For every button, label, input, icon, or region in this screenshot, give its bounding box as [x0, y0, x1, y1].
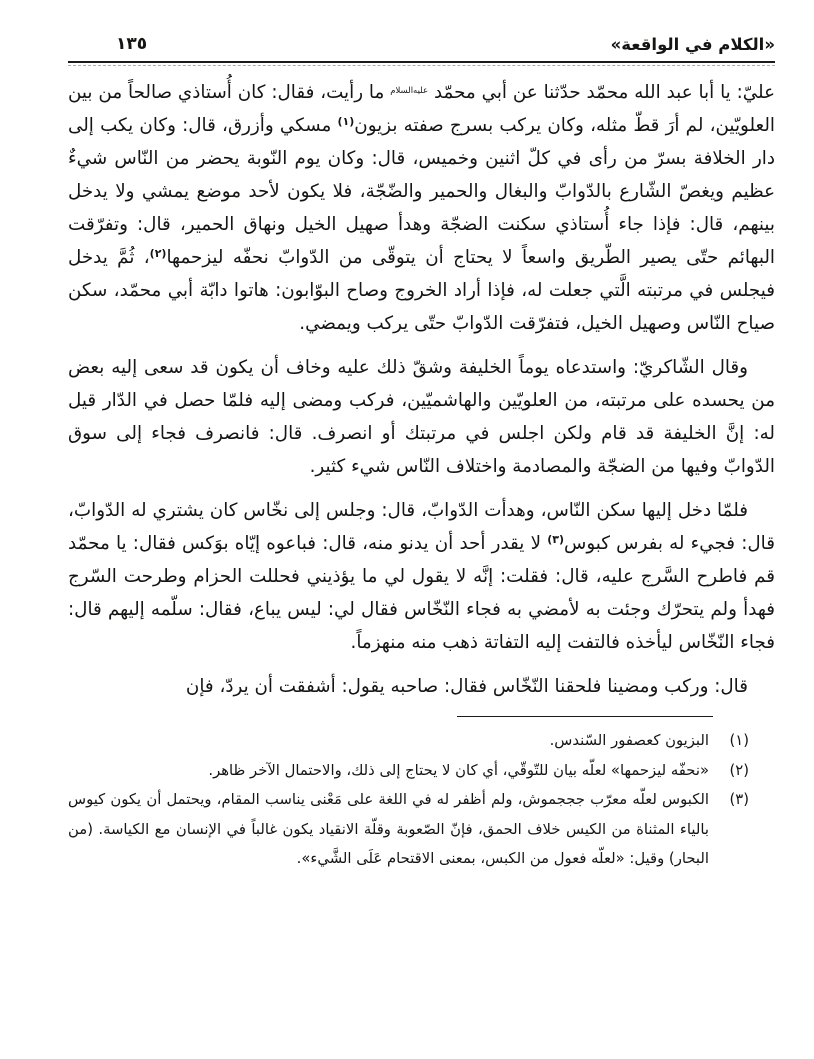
footnote-1-number: (١)	[729, 732, 749, 749]
footnote-separator	[457, 716, 713, 717]
footnote-ref-1: (١)	[337, 115, 355, 128]
footnote-1-text: البزيون كعصفور السّندس.	[549, 732, 709, 749]
footnote-2-number: (٢)	[729, 761, 749, 779]
paragraph-1-text: عليّ: يا أبا عبد الله محمّد حدّثنا عن أبي محمّد	[428, 82, 776, 103]
page-body	[68, 76, 775, 703]
paragraph-4	[68, 670, 775, 703]
paragraph-3-text: فلمّا دخل إليها سكن النّاس، وهدأت الدّوابّ، قال: وجلس إلى نخّاس كان يشتري له الدّوابّ، قال: فجيء له بفرس كبوس	[68, 500, 775, 554]
footnote-1	[68, 726, 749, 756]
paragraph-1-text: ما رأيت، فقال: كان أُستاذي صالحاً من بين العلويّين، لم أرَ قطّ مثله، وكان يركب بسرج صفته بزيون	[68, 82, 775, 136]
paragraph-4-text: قال: وركب ومضينا فلحقنا النّخّاس فقال: صاحبه يقول: أشفقت أن يردّ، فإن	[185, 676, 748, 697]
content-area	[68, 0, 775, 874]
paragraph-2	[68, 351, 775, 483]
paragraph-3	[68, 494, 775, 659]
page-header	[68, 0, 775, 54]
page-number: ١٣٥	[116, 34, 148, 54]
footnote-2-text: «نحفّه ليزحمها» لعلّه بيان للتّوقّي، أي كان لا يحتاج إلى ذلك، والاحتمال الآخر ظاهر.	[208, 761, 709, 779]
footnote-3	[68, 785, 749, 874]
footnote-3-text: الكبوس لعلّه معرّب جججموش، ولم أظفر له في اللغة على مَعْنى يناسب المقام، ويحتمل أن يكون كيوس بالياء المثناة من الكيس خلاف الحمق، فإنّ الصّعوبة وقلّة الانقياد يكون غالباً في الإنسان مع الكياسة. (من البحار) وقيل: «لعلّه فعول من الكبس، بمعنى الاقتحام عَلَى الشَّيء».	[68, 791, 709, 867]
paragraph-1-text: ، ثُمَّ يدخل فيجلس في مرتبته الَّتي جعلت له، فإذا أراد الخروج وصاح البوّابون: هاتوا دابّة أبي محمّد، سكن صياح النّاس وصهيل الخيل، فتفرّقت الدّوابّ حتّى يركب ويمضي.	[68, 247, 775, 334]
paragraph-2-text: وقال الشّاكريّ: واستدعاه يوماً الخليفة وشقّ ذلك عليه وخاف أن يكون قد سعى إليه بعض من يحسده على مرتبته، من العلويّين والهاشميّين، فركب ومضى إليه فلمّا حصل في الدّار قيل له: إنَّ الخليفة قد قام ولكن اجلس في مرتبتك أو انصرف. قال: فانصرف فجاء إلى سوق الدّوابّ وفيها من الضجّة والمصادمة واختلاف النّاس شيء كثير.	[68, 357, 775, 477]
footnote-3-number: (٣)	[729, 791, 749, 808]
footnote-2	[68, 756, 749, 786]
running-title: «الكلام في الواقعة»	[610, 35, 775, 54]
footnotes-section	[68, 726, 749, 874]
paragraph-3-text: لا يقدر أحد أن يدنو منه، قال: فباعوه إيّاه بوَكس فقال: يا محمّد قم فاطرح السَّرج عليه، قال: فقلت: إنَّه لا يقول لي ما يؤذيني فحللت الحزام وطرحت السّرج فهدأ ولم يتحرّك وجئت به لأمضي به فجاء النّخّاس فقال لي: ليس يباع، فقال: سلّمه إليهم قال: فجاء النّخّاس ليأخذه فالتفت إليه التفاتة ذهب منه منهزماً.	[68, 533, 775, 653]
paragraph-1-text: مسكي وأزرق، قال: وكان يكب إلى دار الخلافة بسرّ من رأى في كلّ اثنين وخميس، قال: وكان يوم النّوبة يحضر من النّاس شيءٌ عظيم ويغصّ الشّارع بالدّوابّ والبغال والحمير والضّجّة، فلا يكون لأحد موضع يمشي ولا يدخل بينهم، قال: فإذا جاء أُستاذي سكنت الضجّة وهدأ صهيل الخيل ونهاق الحمير، قال: وتفرّقت البهائم حتّى يصير الطّريق واسعاً لا يحتاج أن يتوقّى من الدّوابّ نحفّه ليزحمها	[68, 115, 775, 268]
footnote-ref-3: (٣)	[547, 533, 564, 546]
paragraph-1: عليّ: يا أبا عبد الله محمّد حدّثنا عن أبي محمّد عليه‌السلام ما رأيت، فقال: كان أُستاذي صالحاً من بين العلويّين، لم أرَ قطّ مثله، وكان يركب بسرج صفته بزيون$^{(١)}$ مسكي وأزرق، قال: وكان يكب إلى دار الخلافة بسرّ من رأى في كلّ اثنين وخميس، قال: وكان يوم النّوبة يحضر من النّاس شيءٌ عظيم ويغصّ الشّارع بالدّوابّ والبغال والحمير والضّجّة، فلا يكون لأحد موضع يمشي ولا يدخل بينهم، قال: فإذا جاء أُستاذي سكنت الضجّة وهدأ صهيل الخيل ونهاق الحمير، قال: وتفرّقت البهائم حتّى يصير الطّريق واسعاً لا يحتاج أن يتوقّى من الدّوابّ نحفّه ليزحمها$^{(٢)}$، ثُمَّ يدخل فيجلس في مرتبته الَّتي جعلت له، فإذا أراد الخروج وصاح البوّابون: هاتوا دابّة أبي محمّد، سكن صياح النّاس وصهيل الخيل، فتفرّقت الدّوابّ حتّى يركب ويمضي.	[68, 82, 776, 334]
footnote-ref-2: (٢)	[149, 247, 167, 260]
header-rule	[68, 61, 775, 67]
